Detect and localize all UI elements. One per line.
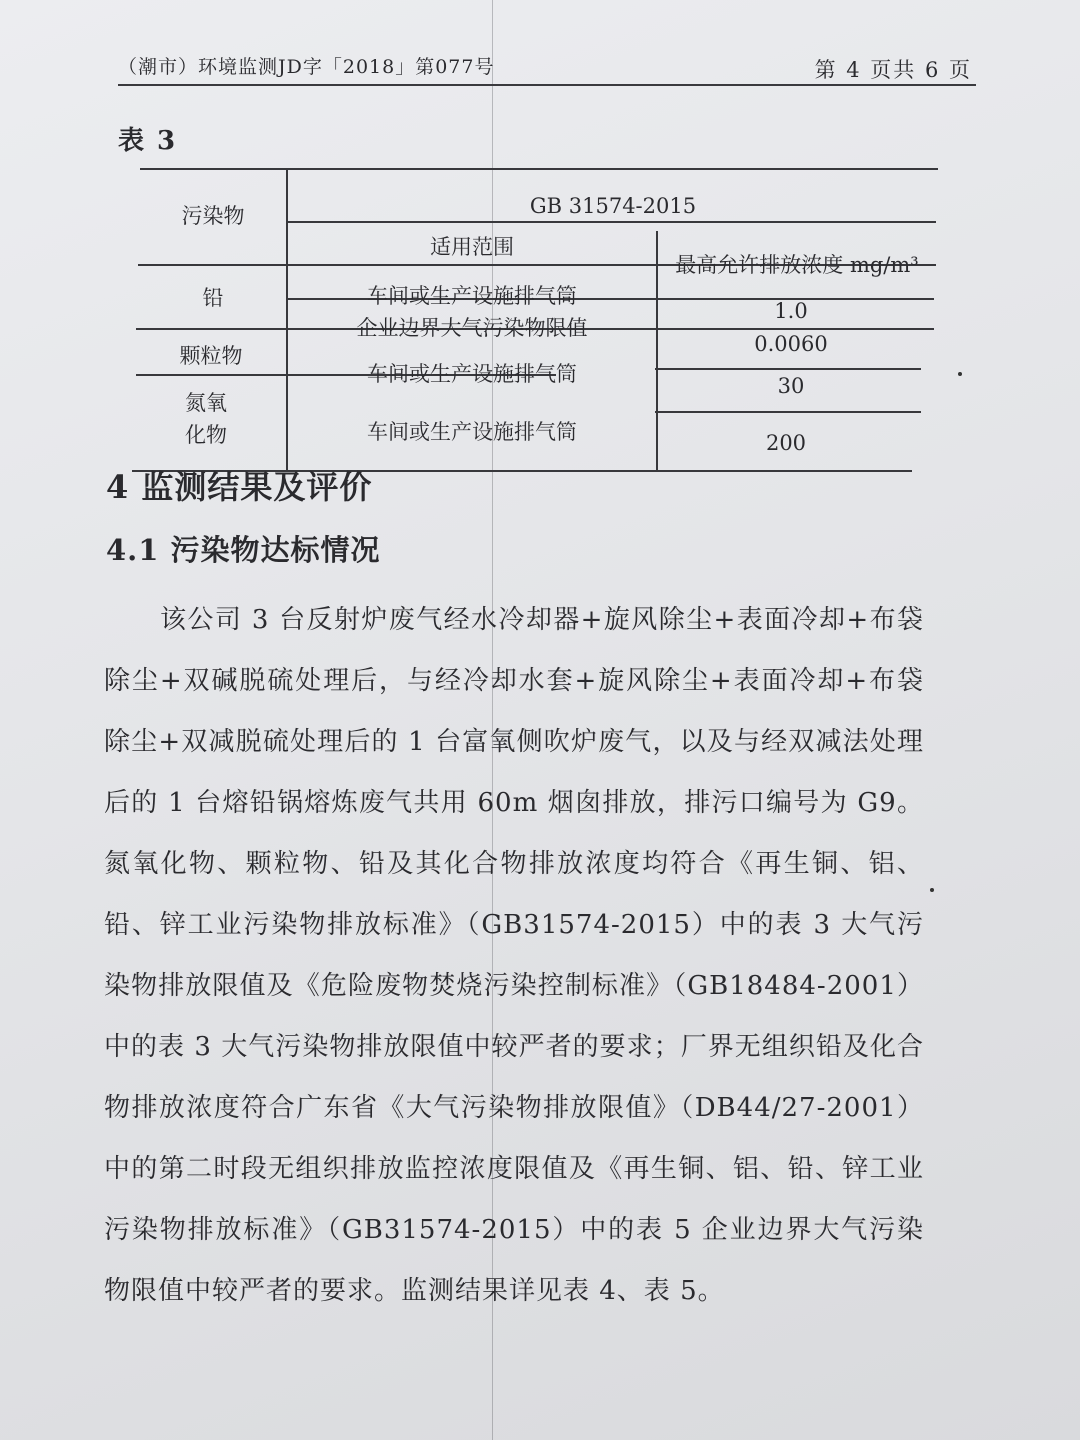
limit-value: 30: [777, 374, 805, 398]
scope-stack: 车间或生产设施排气筒: [367, 284, 577, 308]
paper-speck: [958, 372, 962, 376]
section-heading: 4 监测结果及评价: [106, 468, 373, 506]
table-rule: [655, 411, 921, 413]
scope-stack: 车间或生产设施排气筒: [367, 362, 577, 386]
pollutant-nitrogen-oxides: 氮氧 化物: [185, 391, 227, 447]
limit-value: 200: [765, 431, 807, 455]
scope-stack: 车间或生产设施排气筒: [367, 420, 577, 444]
header-scope: 适用范围: [430, 235, 514, 259]
scope-boundary: 企业边界大气污染物限值: [356, 316, 588, 340]
pollutant-lead: 铅: [202, 286, 224, 310]
limit-value: 0.0060: [754, 332, 828, 356]
document-number: （潮市）环境监测JD字「2018」第077号: [118, 56, 495, 78]
header-pollutant: 污染物: [181, 204, 245, 228]
pollutant-particulate: 颗粒物: [179, 344, 243, 368]
header-limit: 最高允许排放浓度 mg/m³: [675, 253, 919, 277]
table-top-rule: [140, 168, 938, 170]
table-title: 表 3: [118, 126, 178, 156]
page-number: 第 4 页共 6 页: [814, 58, 972, 82]
page-header: [118, 52, 978, 92]
limit-value: 1.0: [774, 299, 808, 323]
body-paragraph: 该公司 3 台反射炉废气经水冷却器+旋风除尘+表面冷却+布袋除尘+双碱脱硫处理后，与经冷却水套+旋风除尘+表面冷却+布袋除尘+双减脱硫处理后的 1 台富氧侧吹炉废气，以及与经双减法处理后的 1 台熔铅锅熔炼废气共用 60m 烟囱排放，排污口编号为 G9。氮氧化物、颗粒物、铅及其化合物排放浓度均符合《再生铜、铝、铅、锌工业污染物排放标准》（GB31574-2015）中的表 3 大气污染物排放限值及《危险废物焚烧污染控制标准》（GB18484-2001）中的表 3 大气污染物排放限值中较严者的要求；厂界无组织铅及化合物排放浓度符合广东省《大气污染物排放限值》（DB44/27-2001）中的第二时段无组织排放监控浓度限值及《再生铜、铝、铅、锌工业污染物排放标准》（GB31574-2015）中的表 5 企业边界大气污染物限值中较严者的要求。监测结果详见表 4、表 5。: [104, 605, 924, 1306]
paper-speck: [930, 888, 934, 892]
header-standard: GB 31574-2015: [529, 194, 697, 218]
header-rule: [118, 84, 976, 86]
subsection-heading: 4.1 污染物达标情况: [106, 533, 381, 567]
